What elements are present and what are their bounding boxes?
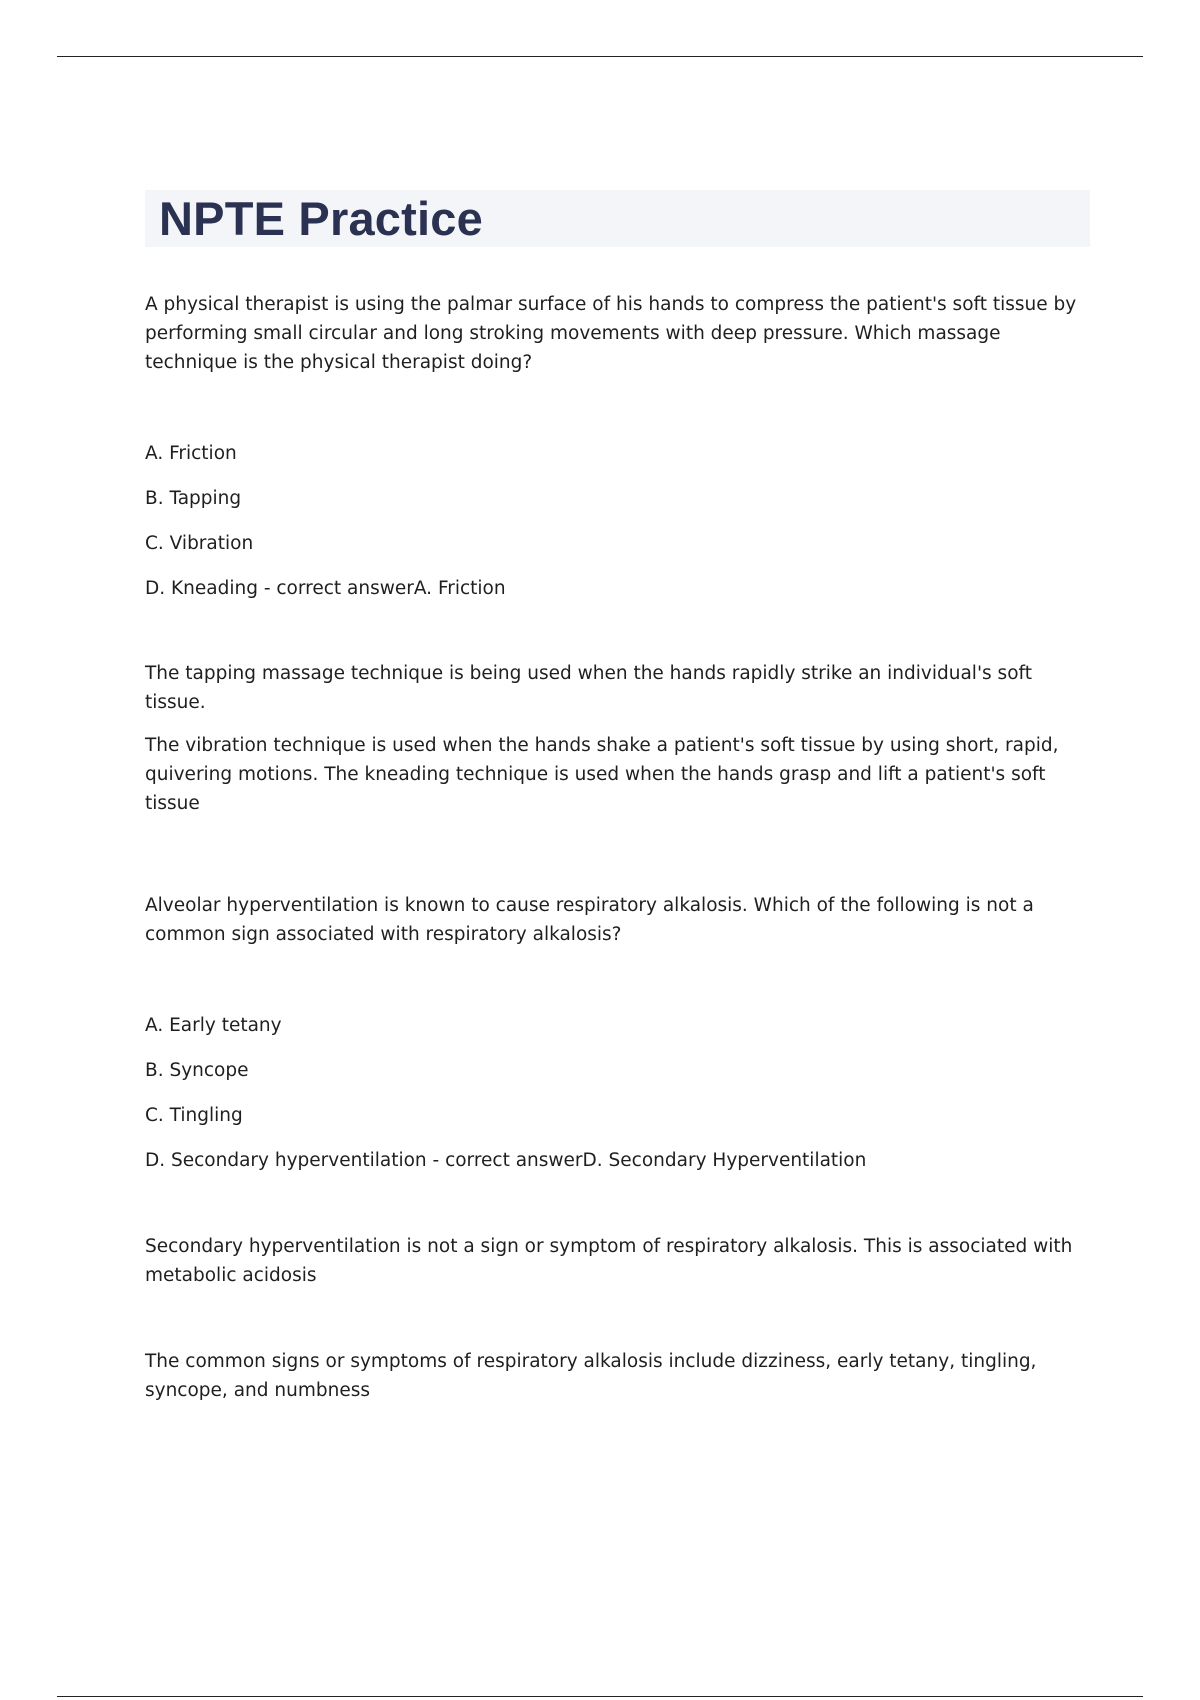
bottom-divider [57,1696,1143,1697]
question-1-explanation-2: The vibration technique is used when the hands shake a patient's soft tissue by using short, rapid, quivering motions. The kneading technique is used when the hands grasp and lift a patient's soft tissue [145,735,1059,814]
question-1-text: A physical therapist is using the palmar surface of his hands to compress the patient's soft tissue by performing small circular and long stroking movements with deep pressure. Which massage technique is the physical therapist doing? [145,294,1077,373]
page-title: NPTE Practice [159,192,483,245]
question-2-option-b: B. Syncope [145,1060,249,1081]
question-2-text: Alveolar hyperventilation is known to cause respiratory alkalosis. Which of the following is not a common sign associated with respiratory alkalosis? [145,895,1034,945]
question-1-option-b: B. Tapping [145,488,242,509]
question-1-option-c: C. Vibration [145,533,254,554]
question-1-option-a: A. Friction [145,443,237,464]
question-2-explanation-2: The common signs or symptoms of respiratory alkalosis include dizziness, early tetany, tingling, syncope, and numbness [145,1351,1037,1401]
question-1-explanation-1: The tapping massage technique is being used when the hands rapidly strike an individual's soft tissue. [145,663,1032,713]
question-2-explanation-1: Secondary hyperventilation is not a sign or symptom of respiratory alkalosis. This is associated with metabolic acidosis [145,1236,1073,1286]
question-2-option-d: D. Secondary hyperventilation - correct answerD. Secondary Hyperventilation [145,1150,867,1171]
question-2-option-a: A. Early tetany [145,1015,282,1036]
document-content [145,190,1090,1405]
question-1-option-d: D. Kneading - correct answerA. Friction [145,578,506,599]
question-1-options [145,439,1090,603]
question-2-option-c: C. Tingling [145,1105,243,1126]
title-band [145,190,1090,247]
top-divider [57,56,1143,57]
question-2-options [145,1011,1090,1175]
